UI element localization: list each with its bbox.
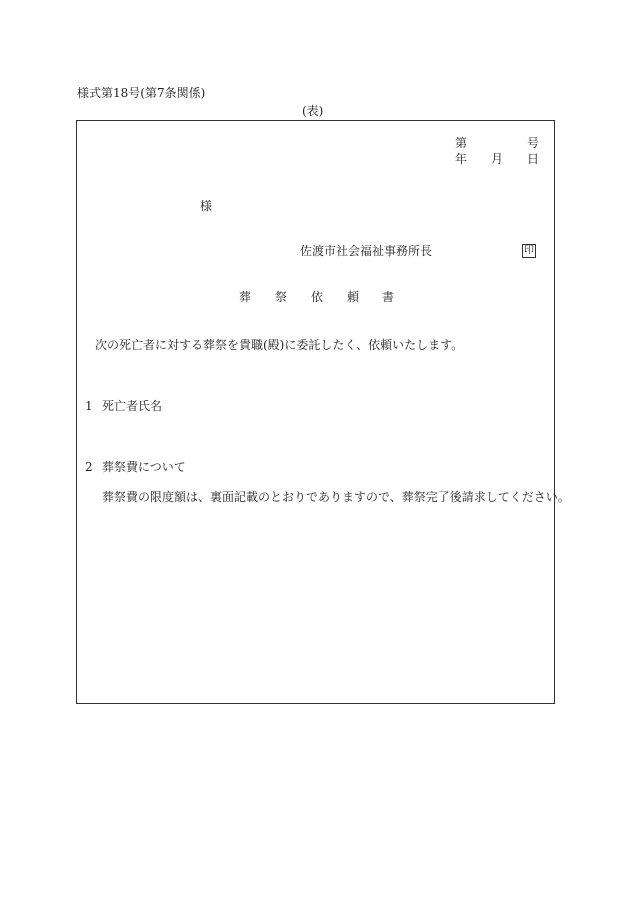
addressee-honorific: 様 <box>200 199 213 213</box>
date-month: 月 <box>491 152 504 166</box>
item1-label: 死亡者氏名 <box>102 399 163 413</box>
issuer-name: 佐渡市社会福祉事務所長 <box>300 244 433 258</box>
title-char-1: 葬 <box>239 290 252 304</box>
form-number: 様式第18号(第7条関係) <box>77 86 206 100</box>
side-label: (表) <box>302 104 324 118</box>
number-suffix: 号 <box>527 136 540 150</box>
item1-number: 1 <box>85 399 93 413</box>
body-text: 次の死亡者に対する葬祭を貴職(殿)に委託したく、依頼いたします。 <box>95 338 464 352</box>
item2-number: 2 <box>85 460 93 474</box>
item2-text: 葬祭費の限度額は、裏面記載のとおりでありますので、葬祭完了後請求してください。 <box>102 490 570 504</box>
seal-mark: 印 <box>524 245 534 256</box>
title-char-4: 頼 <box>347 290 360 304</box>
item2-label: 葬祭費について <box>102 460 186 474</box>
title-char-2: 祭 <box>275 290 288 304</box>
number-prefix: 第 <box>455 136 468 150</box>
date-year: 年 <box>455 152 468 166</box>
title-char-5: 書 <box>382 290 395 304</box>
title-char-3: 依 <box>311 290 324 304</box>
date-day: 日 <box>527 152 540 166</box>
